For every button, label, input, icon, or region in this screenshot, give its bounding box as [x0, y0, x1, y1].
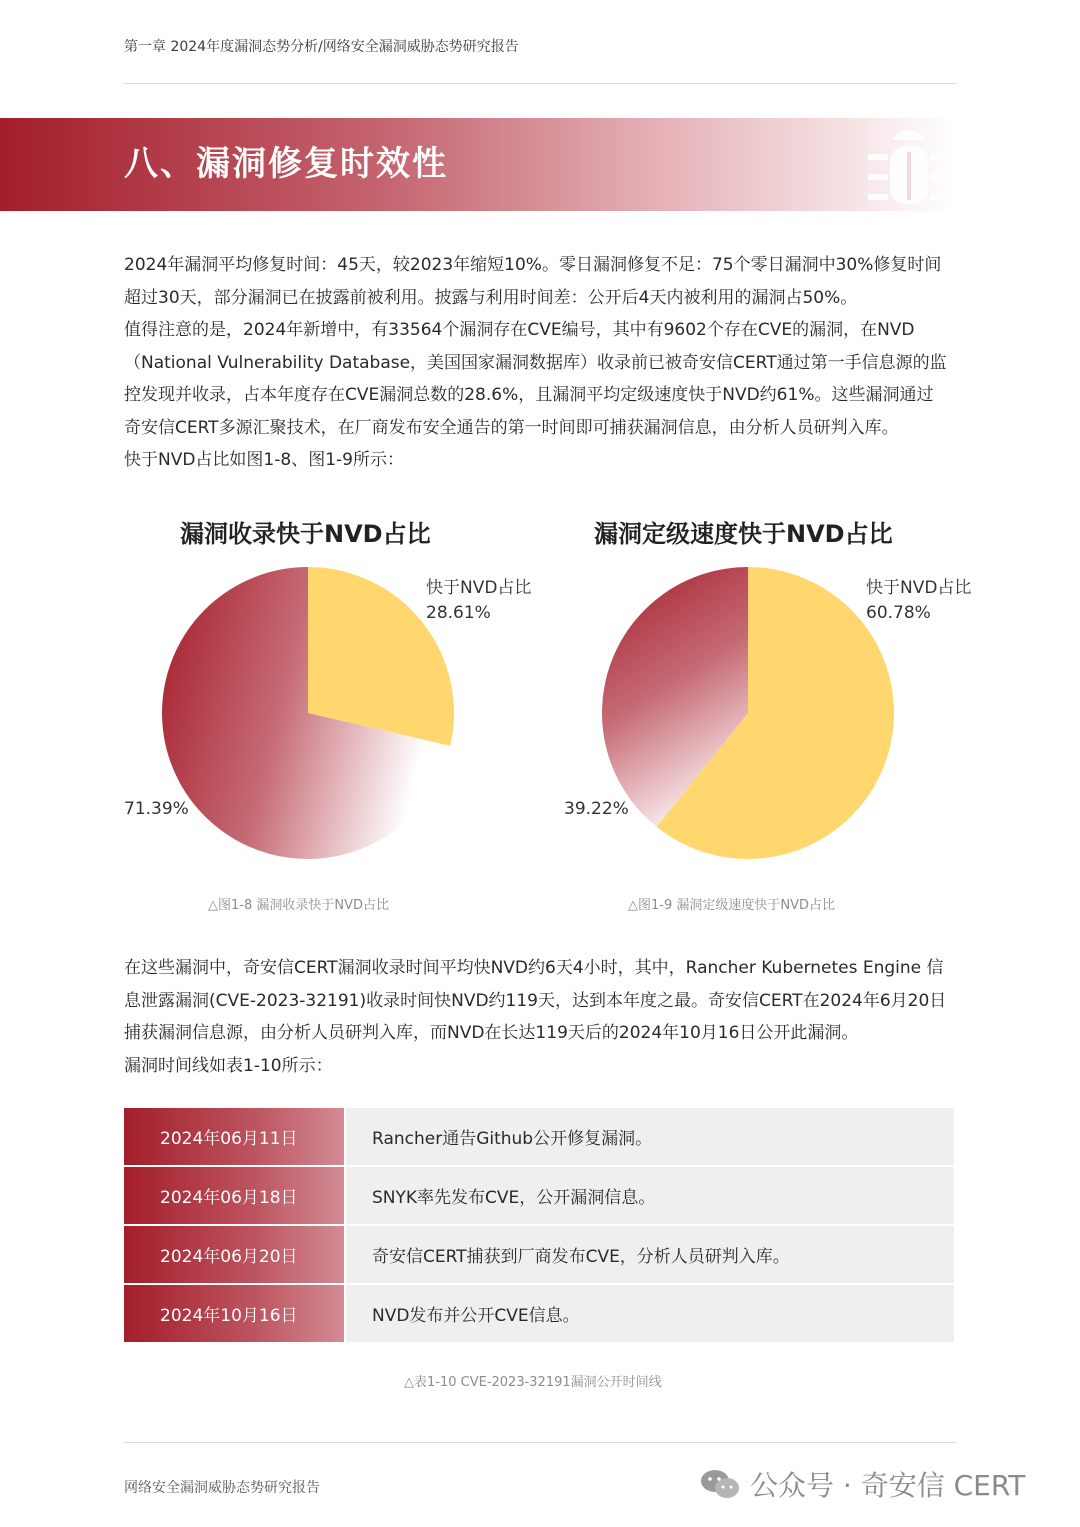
- wechat-icon: [700, 1468, 740, 1500]
- chart2-pie: [600, 565, 896, 861]
- chart1-slice-label: [426, 576, 531, 626]
- timeline-table: [124, 1108, 954, 1342]
- table-row: [124, 1167, 954, 1224]
- chart2-slice-value-2: 39.22%: [564, 799, 629, 819]
- chart2-title: 漏洞定级速度快于NVD占比: [594, 520, 893, 548]
- chart2-slice-name: 快于NVD占比: [866, 578, 972, 598]
- intro-line: （National Vulnerability Database，美国国家漏洞数据库）收录前已被奇安信CERT通过第一手信息源的监: [124, 352, 947, 373]
- intro-line: 快于NVD占比如图1-8、图1-9所示：: [124, 450, 404, 470]
- footer-divider: [124, 1442, 956, 1443]
- body-line: 息泄露漏洞(CVE-2023-32191)收录时间快NVD约119天，达到本年度之最。奇安信CERT在2024年6月20日: [124, 990, 947, 1011]
- timeline-date: 2024年06月18日: [124, 1167, 344, 1224]
- table-row: [124, 1285, 954, 1342]
- watermark: [700, 1464, 1025, 1504]
- watermark-text: 公众号 · 奇安信 CERT: [750, 1469, 1026, 1502]
- intro-paragraph: [124, 249, 956, 477]
- section-title: 八、漏洞修复时效性: [124, 144, 448, 184]
- chart1-title: 漏洞收录快于NVD占比: [180, 520, 431, 548]
- table-caption: △表1-10 CVE-2023-32191漏洞公开时间线: [404, 1375, 662, 1390]
- timeline-event: 奇安信CERT捕获到厂商发布CVE，分析人员研判入库。: [346, 1226, 954, 1283]
- timeline-date: 2024年10月16日: [124, 1285, 344, 1342]
- header-divider: [124, 83, 956, 84]
- chart2-slice-label: [866, 576, 971, 626]
- chart1-caption: △图1-8 漏洞收录快于NVD占比: [208, 898, 389, 913]
- timeline-date: 2024年06月11日: [124, 1108, 344, 1165]
- intro-line: 奇安信CERT多源汇聚技术，在厂商发布安全通告的第一时间即可捕获漏洞信息，由分析人员研判入库。: [124, 417, 899, 438]
- chart1-pie: [160, 565, 456, 861]
- chart2-slice-value: 60.78%: [866, 603, 931, 623]
- chart1-slice-value: 28.61%: [426, 603, 491, 623]
- table-row: [124, 1108, 954, 1165]
- footer-title: 网络安全漏洞威胁态势研究报告: [124, 1480, 320, 1496]
- body-line: 漏洞时间线如表1-10所示：: [124, 1055, 333, 1076]
- chart2-caption: △图1-9 漏洞定级速度快于NVD占比: [628, 898, 835, 913]
- timeline-date: 2024年06月20日: [124, 1226, 344, 1283]
- body-paragraph: [124, 952, 956, 1082]
- intro-line: 超过30天，部分漏洞已在披露前被利用。披露与利用时间差：公开后4天内被利用的漏洞占50%。: [124, 287, 858, 308]
- chart1-slice-name: 快于NVD占比: [426, 578, 532, 598]
- running-head: 第一章 2024年度漏洞态势分析/网络安全漏洞威胁态势研究报告: [124, 39, 519, 55]
- timeline-event: SNYK率先发布CVE，公开漏洞信息。: [346, 1167, 954, 1224]
- body-line: 捕获漏洞信息源，由分析人员研判入库，而NVD在长达119天后的2024年10月16日公开此漏洞。: [124, 1023, 859, 1043]
- table-row: [124, 1226, 954, 1283]
- bug-icon: [862, 118, 956, 211]
- intro-line: 2024年漏洞平均修复时间：45天，较2023年缩短10%。零日漏洞修复不足：75个零日漏洞中30%修复时间: [124, 255, 942, 275]
- timeline-event: Rancher通告Github公开修复漏洞。: [346, 1108, 954, 1165]
- chart1-slice-value-2: 71.39%: [124, 799, 189, 819]
- timeline-event: NVD发布并公开CVE信息。: [346, 1285, 954, 1342]
- intro-line: 控发现并收录，占本年度存在CVE漏洞总数的28.6%，且漏洞平均定级速度快于NVD约61%。这些漏洞通过: [124, 385, 934, 405]
- intro-line: 值得注意的是，2024年新增中，有33564个漏洞存在CVE编号，其中有9602个存在CVE的漏洞，在NVD: [124, 320, 915, 340]
- body-line: 在这些漏洞中，奇安信CERT漏洞收录时间平均快NVD约6天4小时，其中，Rancher Kubernetes Engine 信: [124, 958, 944, 978]
